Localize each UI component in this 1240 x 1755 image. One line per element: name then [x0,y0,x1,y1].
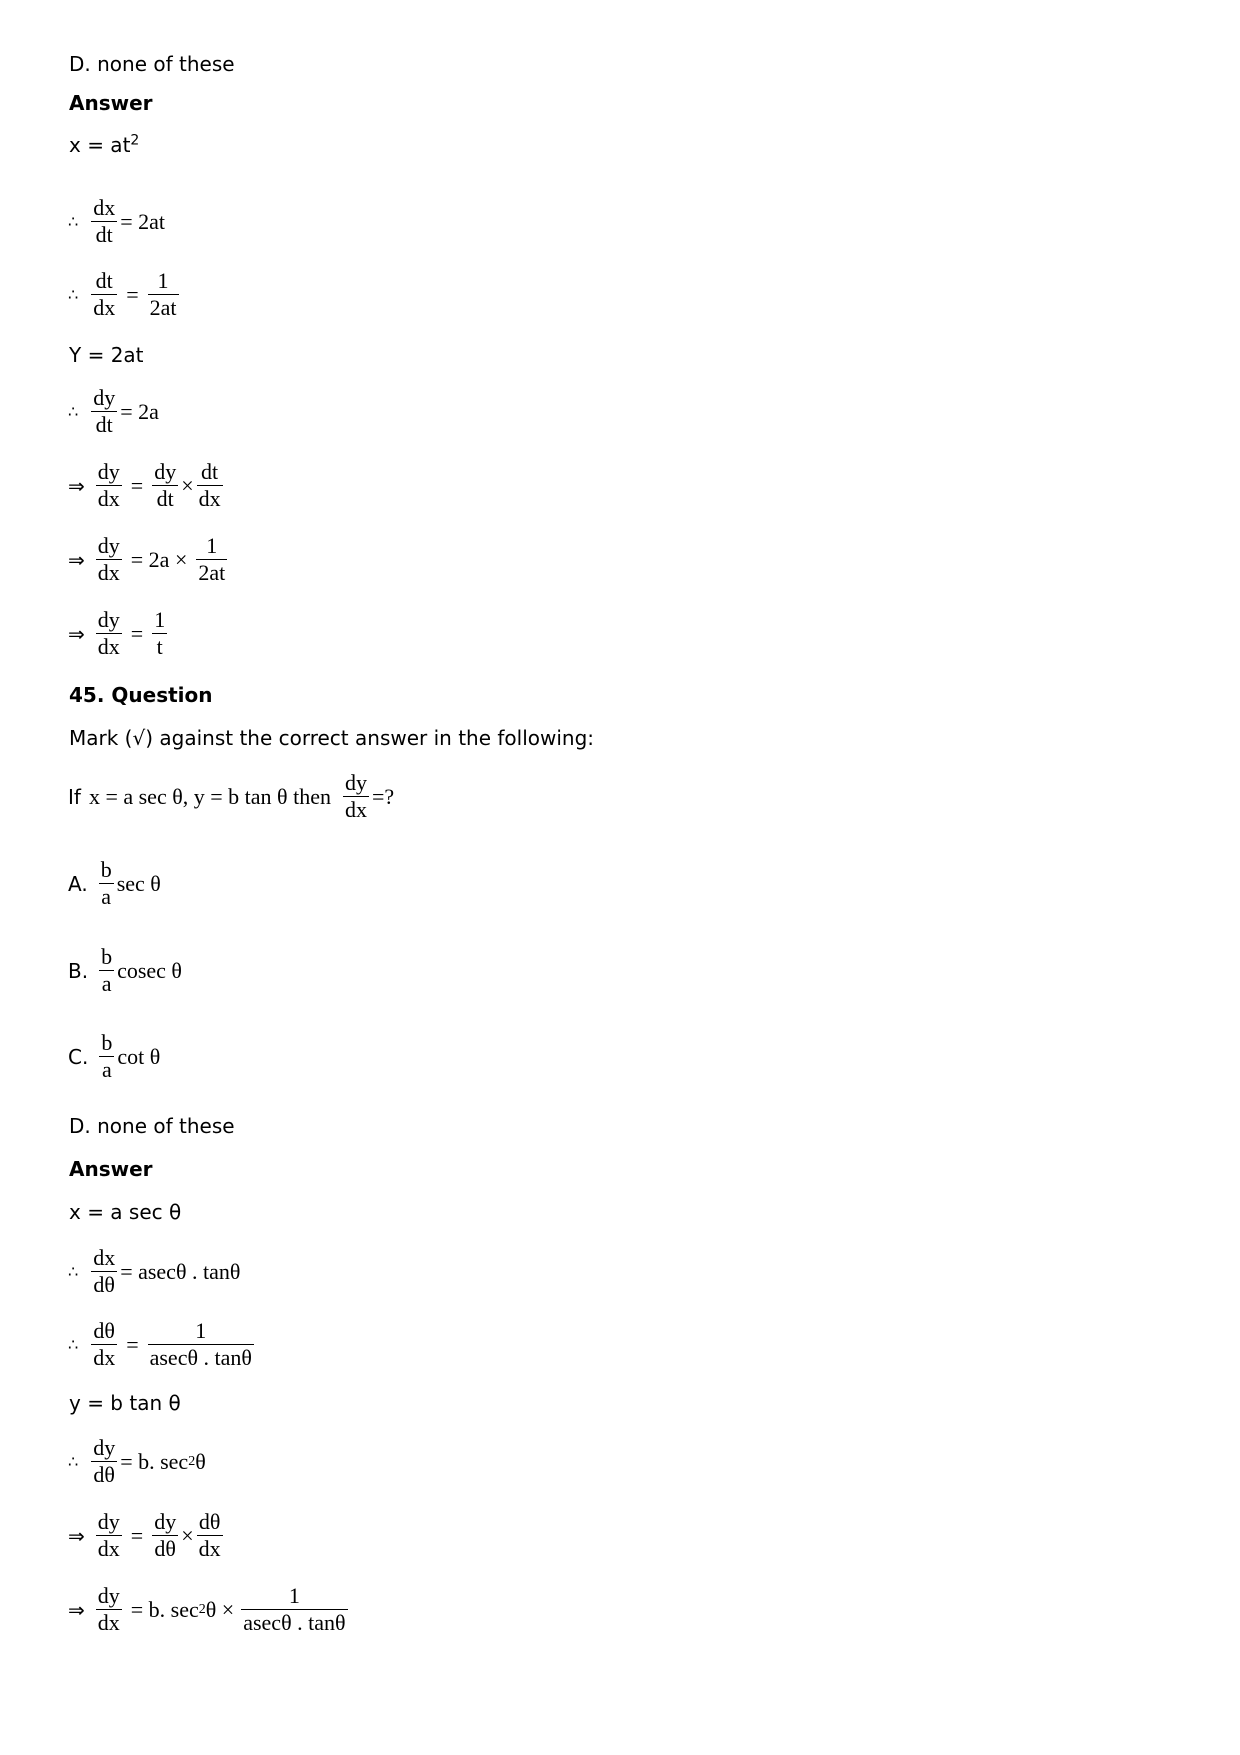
equation-chain-rule: ⇒ $\frac{dy}{dx}$ = $\frac{dy}{dt}$ × $\frac{dt}{dx}$ [68,459,221,511]
q45-line-x: x = a sec θ [69,1200,182,1224]
question-heading: 45. Question [69,683,213,707]
equation-dtdx: ∴ $\frac{dt}{dx}$ = $\frac{1}{2at}$ [68,268,177,320]
line-x-equals-at2: $x = at^2$ [69,132,140,157]
equation-dydt: ∴ $\frac{dy}{dt}$ = 2a [68,385,159,437]
option-b: B. $\frac{b}{a}$ cosec θ [68,944,182,996]
q45-line-y: y = b tan θ [69,1391,181,1415]
therefore-symbol: ∴ [68,212,79,231]
q45-equation-dthetadx: ∴ $\frac{d\theta}{dx}$ = $\frac{1}{asec\theta . \tan\theta}$ [68,1318,252,1370]
option-c: C. $\frac{b}{a}$ cot θ [68,1030,161,1082]
q45-answer-heading: Answer [69,1157,153,1181]
q45-equation-final: ⇒ $\frac{dy}{dx}$ = b. sec 2 θ × $\frac{1}{asec\theta . \tan\theta}$ [68,1583,346,1635]
equation-substitute: ⇒ $\frac{dy}{dx}$ = 2a × $\frac{1}{2at}$ [68,533,226,585]
option-d: D. none of these [69,52,235,76]
question-stem: If x = a sec θ, y = b tan θ then $\frac{dy}{dx}$ =? [68,770,395,822]
equation-result: ⇒ $\frac{dy}{dx}$ = $\frac{1}{t}$ [68,607,166,659]
q45-option-d: D. none of these [69,1114,235,1138]
option-a: A. $\frac{b}{a}$ sec θ [68,857,161,909]
equation-dxdt: ∴ $\frac{dx}{dt}$ = 2at [68,195,165,247]
fraction-dx-dt: $\frac{dx}{dt}$ [93,195,116,247]
line-y-equals-2at: Y = 2at [69,343,144,367]
answer-heading: Answer [69,91,153,115]
q45-equation-dxdtheta: ∴ $\frac{dx}{d\theta}$ = asecθ . tanθ [68,1245,241,1297]
q45-equation-dydtheta: ∴ $\frac{dy}{d\theta}$ = b. sec 2 θ [68,1435,206,1487]
question-instruction: Mark (√) against the correct answer in the following: [69,726,595,750]
q45-equation-chain-rule: ⇒ $\frac{dy}{dx}$ = $\frac{dy}{d\theta}$ × $\frac{d\theta}{dx}$ [68,1509,221,1561]
